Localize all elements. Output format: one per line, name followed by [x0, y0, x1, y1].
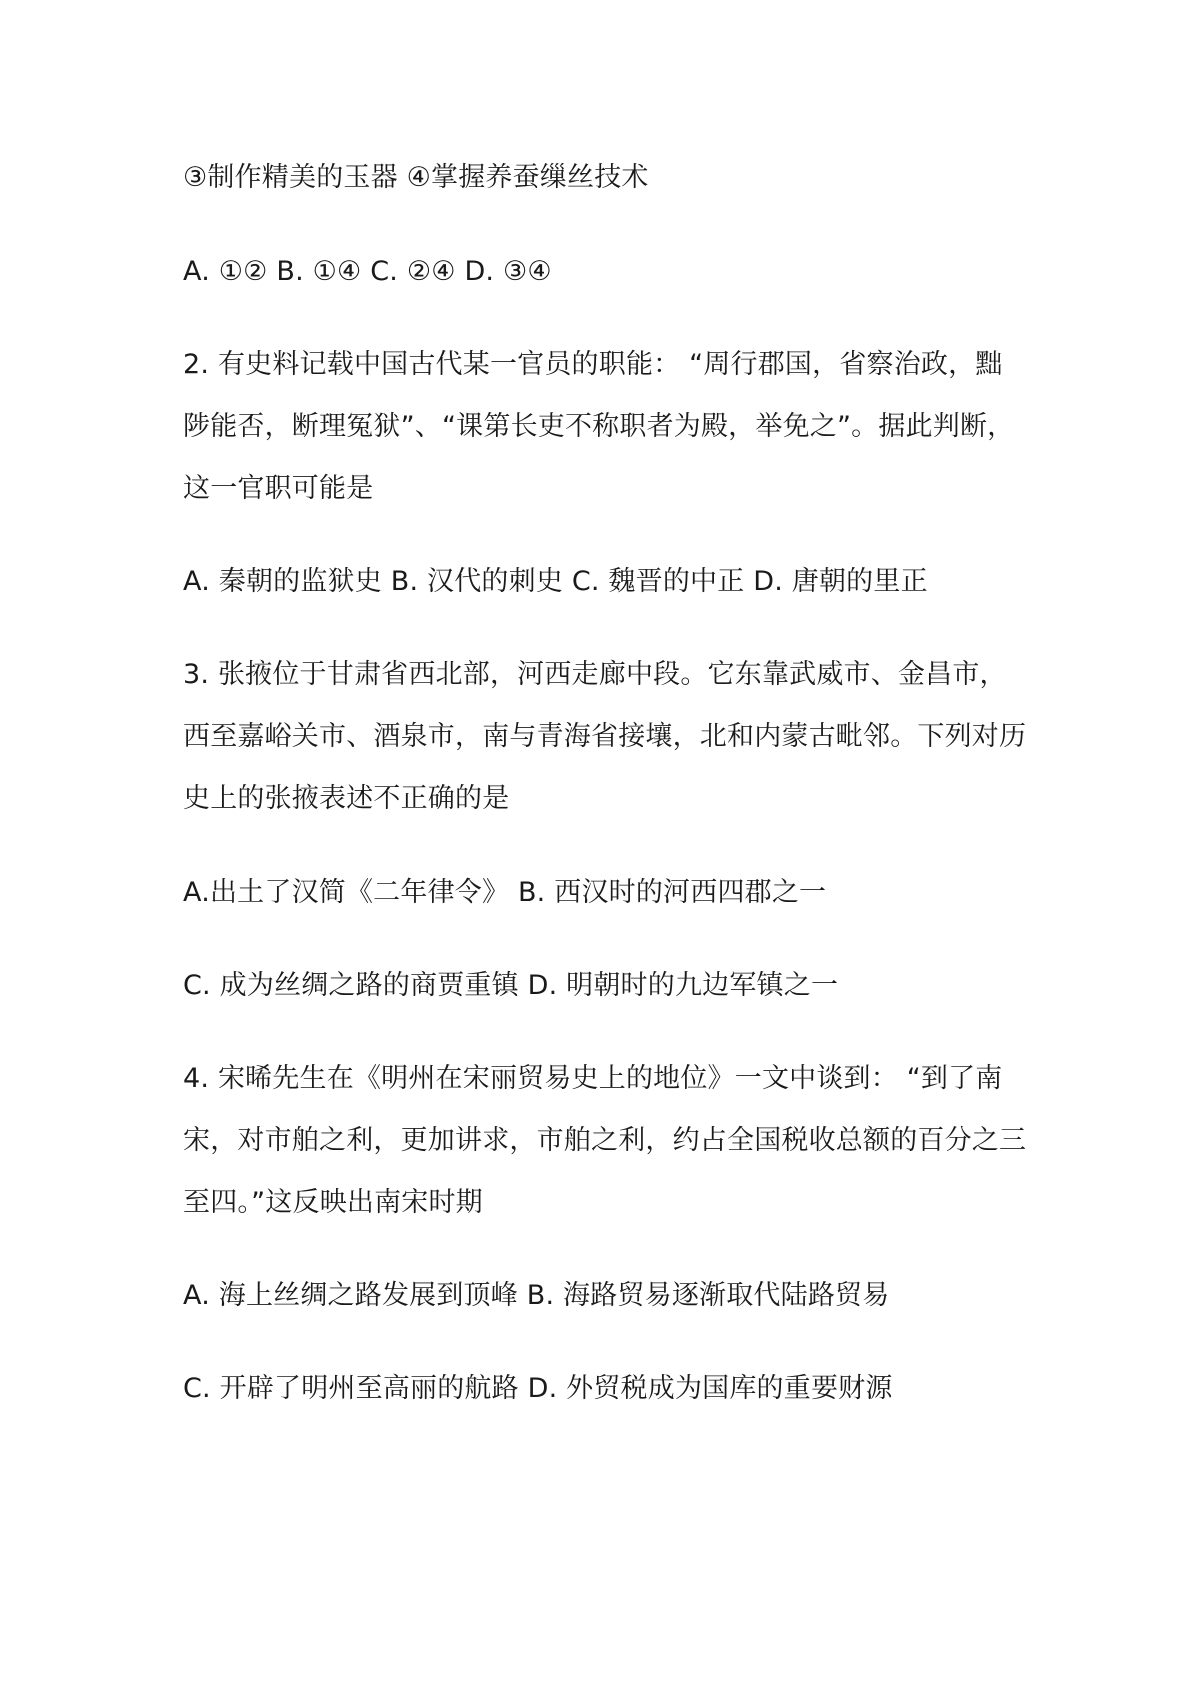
q3-options-line-2: C. 成为丝绸之路的商贾重镇 D. 明朝时的九边军镇之一	[183, 970, 839, 1001]
q4-options-line-1: A. 海上丝绸之路发展到顶峰 B. 海路贸易逐渐取代陆路贸易	[183, 1280, 890, 1311]
q3-stem-line-1: 3. 张掖位于甘肃省西北部，河西走廊中段。它东靠武威市、金昌市，	[183, 659, 1007, 690]
q4-stem-line-1: 4. 宋晞先生在《明州在宋丽贸易史上的地位》一文中谈到： “到了南	[183, 1063, 1003, 1094]
q2-stem-line-3: 这一官职可能是	[183, 473, 374, 504]
q2-options: A. 秦朝的监狱史 B. 汉代的刺史 C. 魏晋的中正 D. 唐朝的里正	[183, 566, 928, 597]
q3-stem-line-2: 西至嘉峪关市、酒泉市，南与青海省接壤，北和内蒙古毗邻。下列对历	[183, 721, 1027, 752]
q3-options-line-1: A.出土了汉简《二年律令》 B. 西汉时的河西四郡之一	[183, 877, 827, 908]
q4-stem-line-2: 宋，对市舶之利，更加讲求，市舶之利，约占全国税收总额的百分之三	[183, 1125, 1027, 1156]
q1-items-line: ③制作精美的玉器 ④掌握养蚕缫丝技术	[183, 162, 649, 193]
q3-stem-line-3: 史上的张掖表述不正确的是	[183, 783, 510, 814]
q2-stem-line-1: 2. 有史料记载中国古代某一官员的职能： “周行郡国，省察治政，黜	[183, 349, 1003, 380]
q1-options: A. ①② B. ①④ C. ②④ D. ③④	[183, 256, 552, 287]
q2-stem-line-2: 陟能否，断理冤狱”、“课第长吏不称职者为殿，举免之”。据此判断，	[183, 411, 1015, 442]
q4-stem-line-3: 至四。”这反映出南宋时期	[183, 1187, 483, 1218]
q4-options-line-2: C. 开辟了明州至高丽的航路 D. 外贸税成为国库的重要财源	[183, 1373, 893, 1404]
